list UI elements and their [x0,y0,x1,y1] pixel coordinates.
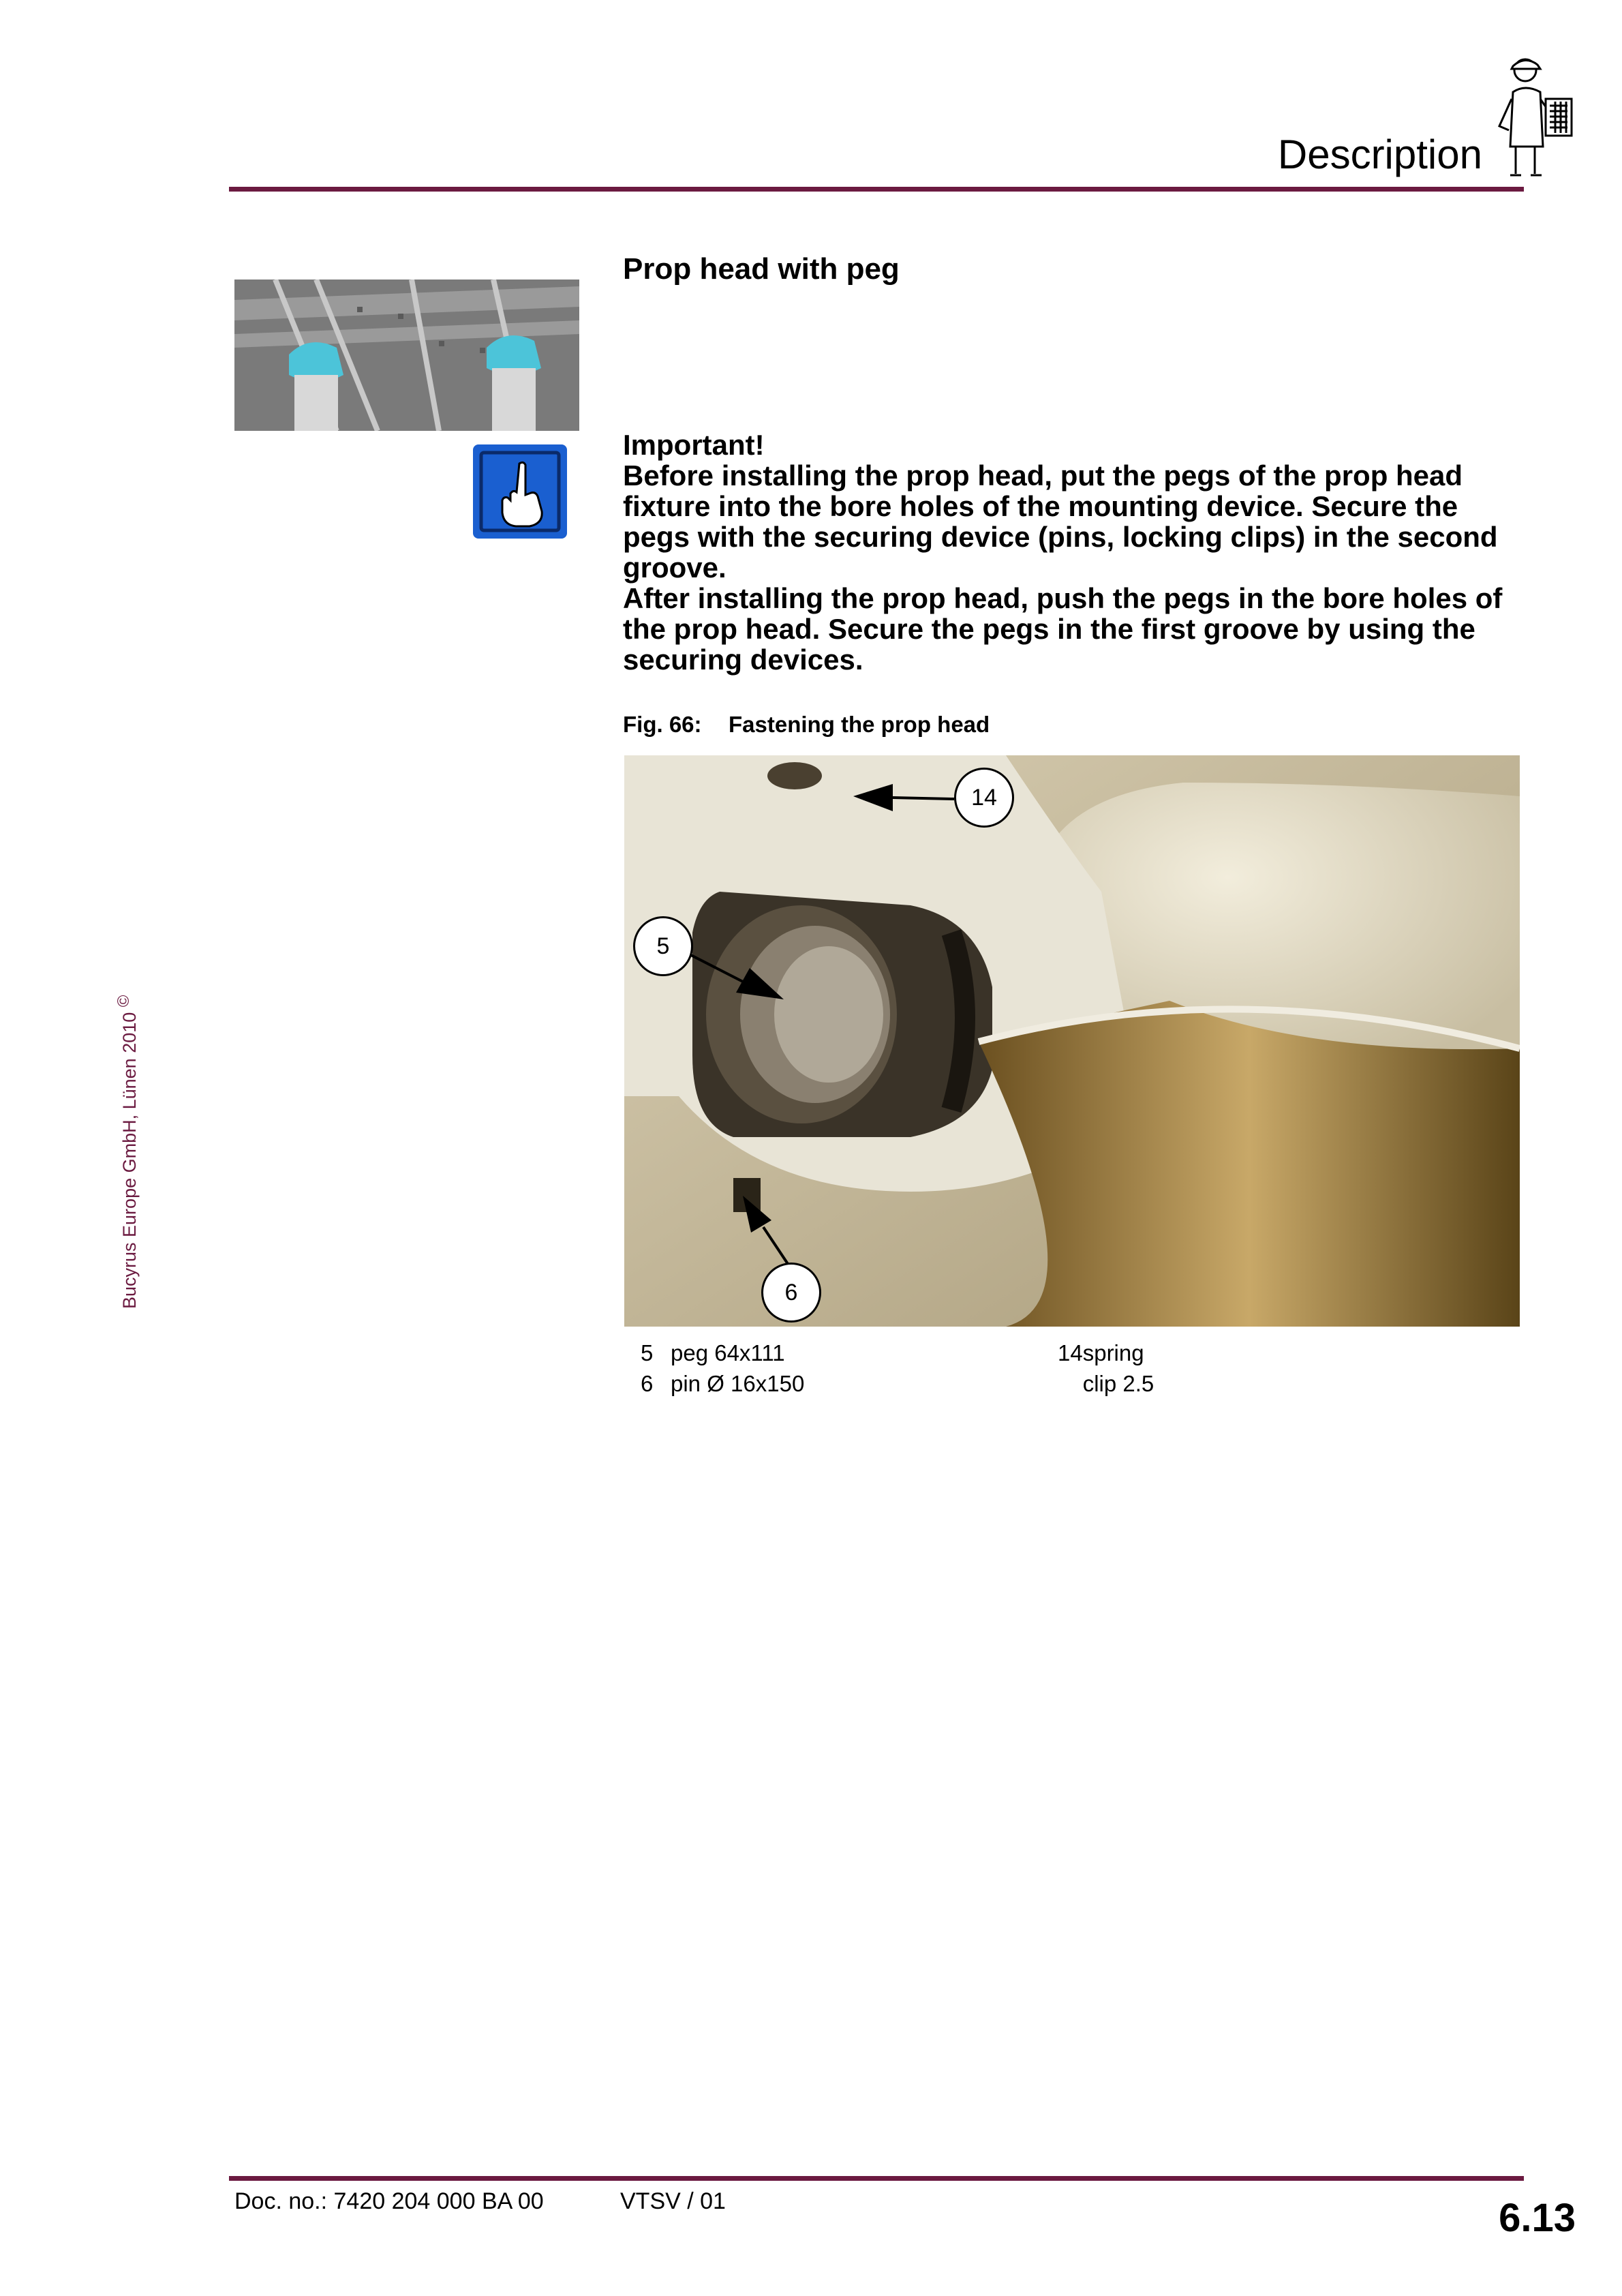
legend-item [641,1338,804,1368]
figure-number: Fig. 66: [623,712,702,737]
document-revision: VTSV / 01 [620,2188,726,2214]
legend-number: 6 [641,1371,654,1396]
figure-caption [623,712,990,738]
legend-text: spring clip 2.5 [1082,1340,1154,1396]
page-header-title: Description [1277,132,1482,177]
callout-6-arrow [736,1193,818,1275]
important-heading: Important! [623,429,765,461]
footer-rule [229,2176,1524,2181]
legend-number: 14 [1058,1340,1083,1365]
callout-14: 14 [954,768,1014,828]
callout-6: 6 [761,1263,821,1323]
copyright-symbol: © [114,995,133,1008]
section-title: Prop head with peg [623,252,900,286]
figure-legend [641,1338,1154,1399]
legend-item [641,1368,804,1399]
legend-item [1058,1338,1161,1399]
document-number: Doc. no.: 7420 204 000 BA 00 [234,2188,544,2214]
figure-title: Fastening the prop head [729,712,990,737]
legend-text: peg 64x111 [671,1340,785,1365]
copyright-notice [114,995,140,1309]
legend-text: pin Ø 16x150 [671,1371,805,1396]
page-number: 6.13 [1499,2196,1576,2240]
important-notice [623,429,1529,675]
legend-number: 5 [641,1340,654,1365]
important-paragraph-1: Before installing the prop head, put the pegs of the prop head fixture into the bore holes of the mounting device. Secure the pegs with the securing device (pins, locking clips) in the second groove. [623,459,1498,584]
prop-head-render-image [234,280,579,431]
callout-5-arrow [682,941,791,1009]
copyright-text: Bucyrus Europe GmbH, Lünen 2010 [119,1012,140,1309]
header-rule [229,187,1524,192]
technician-with-manual-icon [1493,51,1581,184]
callout-5: 5 [633,916,693,976]
important-paragraph-2: After installing the prop head, push the pegs in the bore holes of the prop head. Secure the pegs in the first groove by using the securing devices. [623,582,1503,676]
pointing-hand-hint-icon [472,443,568,540]
